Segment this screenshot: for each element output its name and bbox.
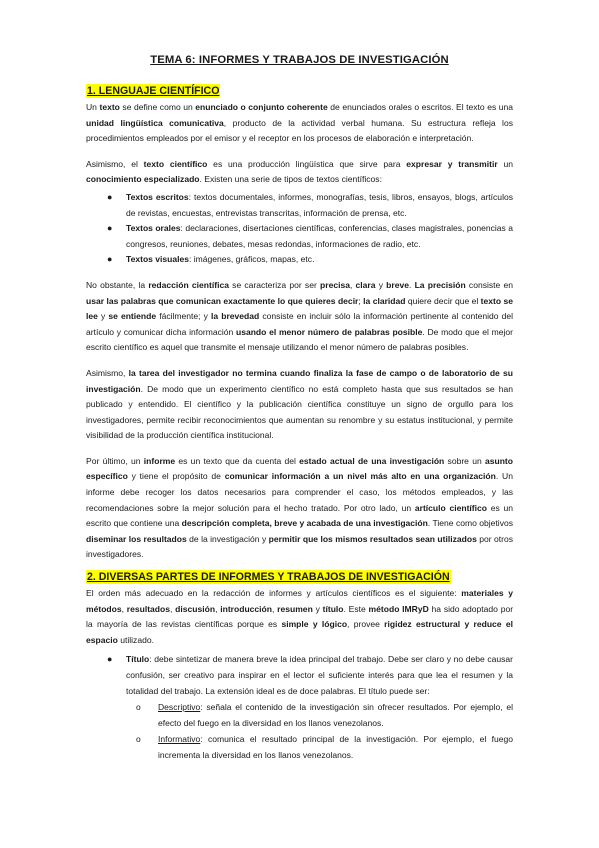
bullet-icon: ● xyxy=(107,223,113,234)
bold-text: asunto específico xyxy=(86,455,513,482)
text-run: es un texto que da cuenta del xyxy=(175,455,300,466)
text-run: y xyxy=(312,603,323,614)
list-item xyxy=(86,190,513,221)
text-run: consiste en xyxy=(465,279,513,290)
text-run: , provee xyxy=(347,619,385,630)
paragraph xyxy=(86,100,513,147)
bold-text: rigidez estructural y reduce el espacio xyxy=(86,619,513,645)
bold-text: La precisión xyxy=(414,279,466,290)
text-run: fácilmente; y xyxy=(156,311,211,322)
text-run: No obstante, la xyxy=(86,279,149,290)
text-run: Descriptivo xyxy=(158,702,201,713)
paragraph xyxy=(86,366,513,444)
text-run: se define como un xyxy=(119,102,196,112)
text-run: . De modo que el mejor escrito científico es aquel que transmite el mensaje utilizando el menor número de palabras posibles. xyxy=(86,326,513,353)
text-run: de enunciados orales o escritos. El texto es una xyxy=(327,102,514,112)
bold-text: diseminar los resultados xyxy=(86,533,187,544)
text-run: Por último, un xyxy=(86,455,144,466)
text-run: por otros investigadores. xyxy=(86,533,514,560)
text-run: consiste en incluir sólo la información pertinente al contenido del artículo y comunicar dicha información xyxy=(86,311,513,337)
bold-text: artículo científico xyxy=(414,502,487,513)
text-run: , xyxy=(272,603,278,614)
bold-text: texto se lee xyxy=(86,295,513,322)
bullet-icon: ● xyxy=(107,654,113,665)
text-run: . xyxy=(408,279,415,290)
bullet-icon: ● xyxy=(107,191,113,202)
list-item xyxy=(86,652,513,763)
text-run: Asimismo, xyxy=(86,367,129,378)
text-run: . Un informe debe recoger los datos necesarios para comprender el caso, los métodos empleados, y las recomendaciones sobre la mejor solución para el hecho tratado. Por otro lado, un xyxy=(86,471,513,513)
bold-text: Textos orales xyxy=(126,223,181,234)
bold-text: la brevedad xyxy=(211,311,260,322)
bold-text: la tarea del investigador no termina cuando finaliza la fase de campo o de laboratorio de su investigación xyxy=(86,367,514,394)
list-item xyxy=(86,252,513,268)
bold-text: permitir que los mismos resultados sean utilizados xyxy=(268,533,477,544)
text-run: se caracteriza por ser xyxy=(228,279,321,290)
text-run: , xyxy=(215,603,221,614)
text-run: un xyxy=(497,158,513,169)
bold-text: se entiende xyxy=(108,311,157,322)
text-run: ; xyxy=(358,295,364,306)
bullet-list xyxy=(86,190,513,268)
text-run: . Este xyxy=(343,603,369,614)
list-item xyxy=(86,221,513,252)
sub-list-item xyxy=(126,700,513,731)
sub-list xyxy=(126,700,513,763)
paragraph xyxy=(86,586,513,648)
paragraph xyxy=(86,454,513,563)
text-run: : debe sintetizar de manera breve la idea principal del trabajo. Debe ser claro y no debe causar confusión, ser creativo para inspirar en el lector el suficiente interés para que lea el resumen y la totalidad del trabajo. La extensión ideal es de doce palabras. El título puede ser: xyxy=(126,654,513,696)
bold-text: Título xyxy=(126,654,150,665)
text-run: : comunica el resultado principal de la investigación. Por ejemplo, el fuego incrementa la diversidad en los llanos venezolanos. xyxy=(158,734,513,760)
text-run: y tiene el propósito de xyxy=(127,471,225,482)
text-run: : señala el contenido de la investigación sin ofrecer resultados. Por ejemplo, el efecto del fuego en la diversidad en los llanos venezolanos. xyxy=(158,702,513,728)
text-run: , xyxy=(170,603,176,614)
bold-text: usar las palabras que comunican exactamente lo que quieres decir xyxy=(86,295,359,306)
bold-text: precisa xyxy=(320,279,350,290)
text-run: , producto de la actividad verbal humana. Su estructura refleja los procedimientos empleados por el emisor y el receptor en los procesos de elaboración e interpretación. xyxy=(86,117,513,144)
bold-text: conocimiento especializado xyxy=(86,174,200,185)
bold-text: resultados xyxy=(126,603,171,614)
text-run: : declaraciones, disertaciones científicas, conferencias, clases magistrales, ponencias a congresos, reuniones, debates, mesas redondas, informaciones de radio, etc. xyxy=(126,223,513,249)
text-run: Asimismo, el xyxy=(86,158,144,169)
bold-text: clara xyxy=(355,279,376,290)
bold-text: texto científico xyxy=(143,158,208,169)
text-run: es un escrito que contiene una xyxy=(86,502,513,529)
bold-text: comunicar información a un nivel más alto en una organización xyxy=(224,471,496,482)
bold-text: la claridad xyxy=(363,295,406,306)
text-run: : imágenes, gráficos, mapas, etc. xyxy=(189,254,315,265)
text-run: : textos documentales, informes, monografías, tesis, libros, ensayos, blogs, artículos de revistas, encuestas, entrevistas transcritas, información de prensa, etc. xyxy=(126,191,513,218)
bold-text: informe xyxy=(143,455,176,466)
text-run: , xyxy=(121,603,127,614)
section-1-heading: 1. LENGUAJE CIENTÍFICO xyxy=(87,85,220,97)
bold-text: redacción científica xyxy=(148,279,229,290)
bold-text: discusión xyxy=(175,603,216,614)
circle-bullet-icon: o xyxy=(136,734,141,745)
circle-bullet-icon: o xyxy=(136,702,141,713)
paragraph xyxy=(86,278,513,356)
bold-text: estado actual de una investigación xyxy=(299,455,445,466)
bold-text: descripción completa, breve y acabada de una investigación xyxy=(181,518,428,529)
bold-text: Textos escritos xyxy=(126,191,189,202)
bold-text: título xyxy=(322,603,344,614)
text-run: es una producción lingüística que sirve para xyxy=(207,158,407,169)
text-run: sobre un xyxy=(444,455,485,466)
bold-text: enunciado o conjunto coherente xyxy=(195,102,328,112)
bold-text: simple y lógico xyxy=(281,619,348,630)
sub-list-item xyxy=(126,732,513,763)
text-run: de la investigación y xyxy=(186,533,269,544)
text-run: . Existen una serie de tipos de textos científicos: xyxy=(199,174,382,185)
text-run: y xyxy=(97,311,109,322)
section-2-heading: 2. DIVERSAS PARTES DE INFORMES Y TRABAJOS DE INVESTIGACIÓN xyxy=(87,571,450,584)
text-run: y xyxy=(375,279,387,290)
text-run: Informativo xyxy=(158,734,201,745)
text-run: utilizado. xyxy=(117,634,154,645)
bold-text: breve xyxy=(386,279,409,290)
bold-text: introducción xyxy=(220,603,272,614)
bold-text: resumen xyxy=(277,603,313,614)
bold-text: materiales y métodos xyxy=(86,588,513,614)
bold-text: expresar y transmitir xyxy=(406,158,498,169)
paragraph xyxy=(86,157,513,188)
bold-text: Textos visuales xyxy=(126,254,190,265)
bold-text: texto xyxy=(99,102,120,112)
text-run: . De modo que un experimento científico no está completo hasta que sus resultados se han publicado y entendido. El científico y la publicación científica constituye un signo de orgullo para los investigadores, permite recibir reconocimientos que aumentan su renombre y su estatus institucional, y permite visibilidad de la producción científica institucional. xyxy=(86,383,513,441)
text-run: Un xyxy=(86,102,100,112)
text-run: El orden más adecuado en la redacción de informes y artículos científicos es el siguiente: xyxy=(86,588,462,599)
text-run: . Tiene como objetivos xyxy=(427,518,513,529)
bold-text: método IMRyD xyxy=(368,603,429,614)
bullet-icon: ● xyxy=(107,254,113,265)
text-run: , xyxy=(349,279,356,290)
text-run: ha sido adoptado por la mayoría de las revistas científicas porque es xyxy=(86,603,514,630)
document-title: TEMA 6: INFORMES Y TRABAJOS DE INVESTIGACIÓN xyxy=(150,54,449,66)
bold-text: usando el menor número de palabras posible xyxy=(235,326,423,337)
text-run: quiere decir que el xyxy=(405,295,481,306)
bullet-list xyxy=(86,652,513,763)
bold-text: unidad lingüística comunicativa xyxy=(86,117,224,128)
